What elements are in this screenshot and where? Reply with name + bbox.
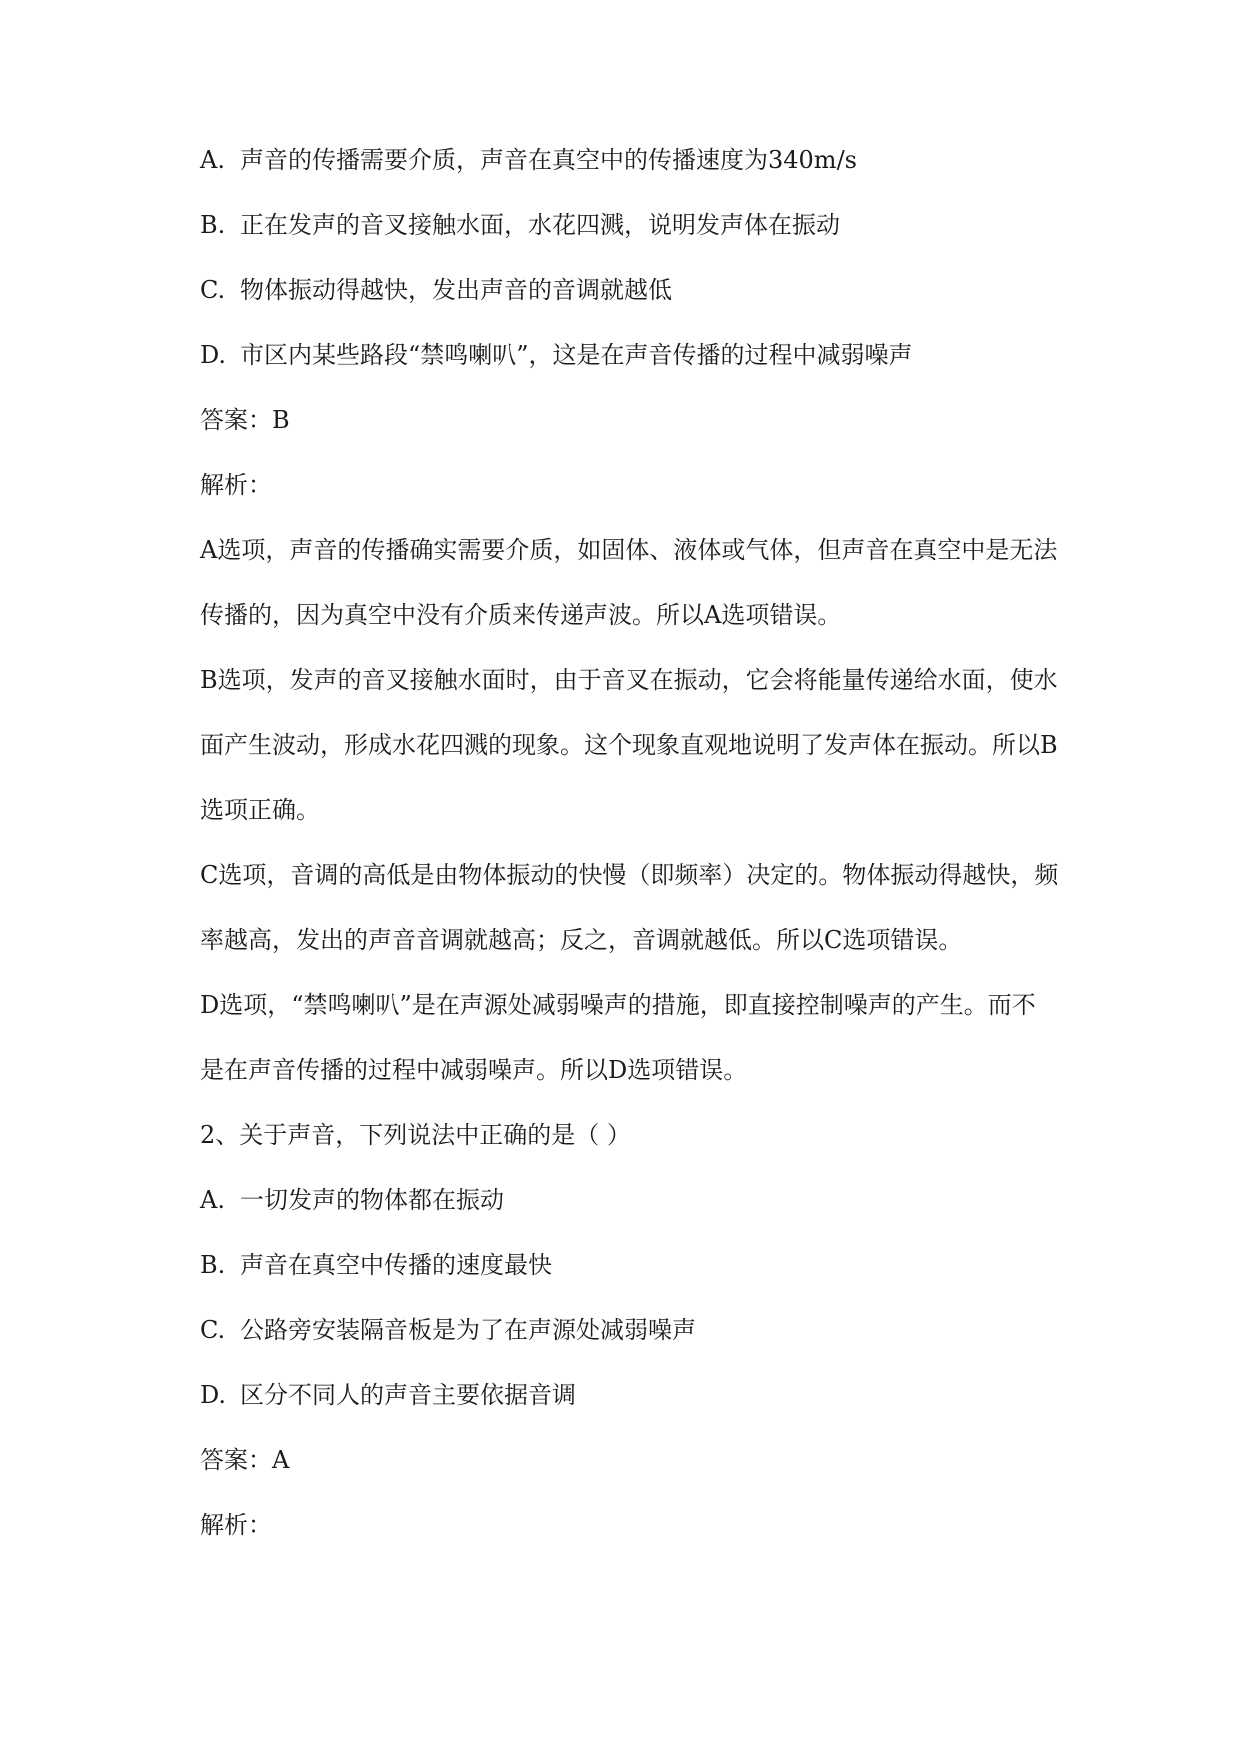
option-text: 公路旁安装隔音板是为了在声源处减弱噪声 [240,1316,696,1344]
analysis-line: D选项，“禁鸣喇叭”是在声源处减弱噪声的措施，即直接控制噪声的产生。而不 [200,991,1036,1019]
option-letter: B. [200,211,226,239]
option-a [200,1182,1090,1247]
option-a [200,142,1090,207]
option-text: 市区内某些路段“禁鸣喇叭”，这是在声音传播的过程中减弱噪声 [240,341,913,369]
analysis-label: 解析： [200,471,272,499]
option-letter: D. [200,341,227,369]
option-text: 声音的传播需要介质，声音在真空中的传播速度为340m/s [240,146,857,174]
option-b [200,1247,1090,1312]
analysis-line: 选项正确。 [200,796,320,824]
option-c [200,1312,1090,1377]
option-text: 物体振动得越快，发出声音的音调就越低 [240,276,672,304]
option-letter: D. [200,1381,227,1409]
answer: 答案：A [200,1446,290,1474]
option-c [200,272,1090,337]
analysis-line: A选项，声音的传播确实需要介质，如固体、液体或气体，但声音在真空中是无法 [200,536,1058,564]
analysis-line: C选项，音调的高低是由物体振动的快慢（即频率）决定的。物体振动得越快，频 [200,861,1059,889]
option-text: 一切发声的物体都在振动 [240,1186,504,1214]
option-text: 正在发声的音叉接触水面，水花四溅，说明发声体在振动 [240,211,840,239]
option-letter: A. [200,146,225,174]
option-letter: C. [200,1316,226,1344]
option-letter: B. [200,1251,226,1279]
option-d [200,337,1090,402]
analysis-label: 解析： [200,1511,272,1539]
option-letter: C. [200,276,226,304]
analysis-line: B选项，发声的音叉接触水面时，由于音叉在振动，它会将能量传递给水面，使水 [200,666,1058,694]
analysis-line: 面产生波动，形成水花四溅的现象。这个现象直观地说明了发声体在振动。所以B [200,731,1058,759]
question-2: 2、关于声音，下列说法中正确的是（ ） [200,1121,631,1149]
option-letter: A. [200,1186,225,1214]
option-text: 声音在真空中传播的速度最快 [240,1251,552,1279]
option-b [200,207,1090,272]
option-text: 区分不同人的声音主要依据音调 [240,1381,576,1409]
document-content [200,142,1090,1572]
analysis-line: 率越高，发出的声音音调就越高；反之，音调就越低。所以C选项错误。 [200,926,963,954]
analysis-line: 传播的，因为真空中没有介质来传递声波。所以A选项错误。 [200,601,842,629]
analysis-line: 是在声音传播的过程中减弱噪声。所以D选项错误。 [200,1056,748,1084]
option-d [200,1377,1090,1442]
answer: 答案：B [200,406,290,434]
